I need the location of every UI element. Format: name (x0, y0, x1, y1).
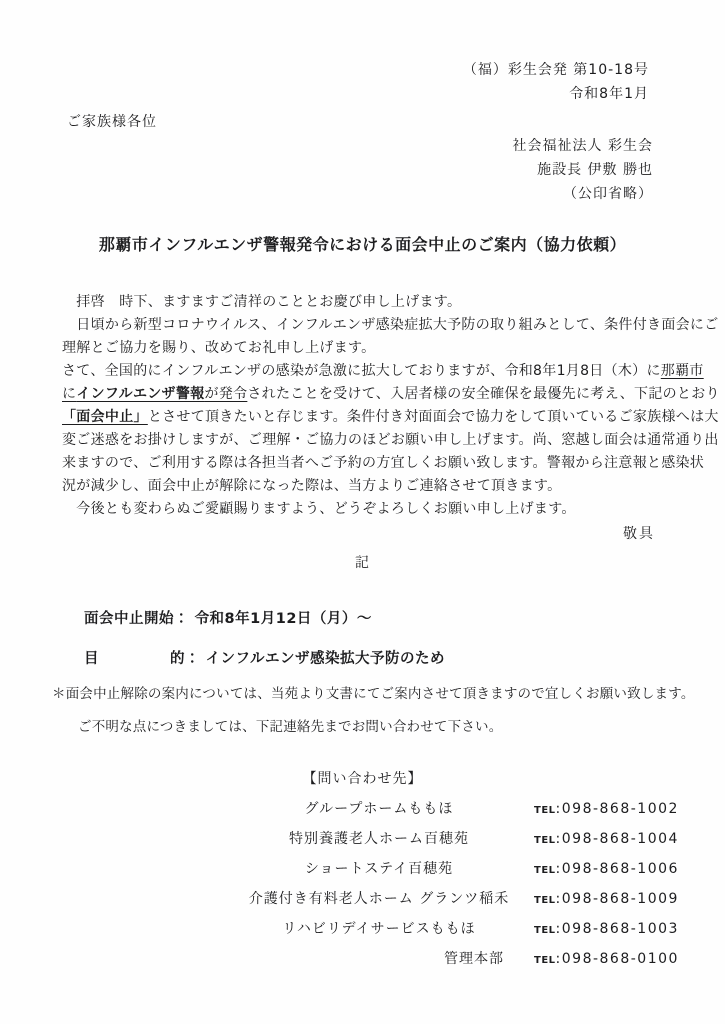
sender-organization: 社会福祉法人 彩生会 (512, 138, 653, 154)
tel-number: :098-868-1002 (555, 801, 679, 817)
contact-row (228, 828, 725, 858)
body-line (62, 337, 663, 360)
tel-number: :098-868-1006 (555, 861, 679, 877)
body-text-segment: 拝啓 時下、ますますご清祥のこととお慶び申し上げます。 (62, 294, 462, 310)
sender-block (0, 134, 725, 206)
contact-facility-name: リハビリデイサービスももほ (282, 921, 476, 937)
contact-facility-name: 管理本部 (444, 951, 504, 967)
seal-omitted-note: （公印省略） (563, 186, 653, 202)
contact-row (228, 888, 725, 918)
contacts-list (0, 798, 725, 978)
tel-label: TEL (534, 895, 556, 906)
contact-facility-name: グループホームももほ (304, 801, 454, 817)
contact-facility-name: 特別養護老人ホーム百穂苑 (289, 831, 469, 847)
body-text-segment: インフルエンザ警報 (76, 386, 205, 402)
contact-phone (534, 801, 679, 817)
body-line (62, 429, 719, 452)
contact-row (228, 798, 725, 828)
document-date: 令和8年1月 (569, 86, 649, 102)
tel-label: TEL (534, 955, 556, 966)
contact-facility-name: ショートステイ百穂苑 (304, 861, 454, 877)
notes-block (0, 683, 725, 738)
document-number: （福）彩生会発 第10-18号 (462, 62, 649, 78)
visit-suspension-start-value: 令和8年1月12日（月）～ (194, 611, 372, 627)
contact-row (228, 948, 725, 978)
body-text-segment: に (62, 386, 77, 402)
document-header (0, 58, 725, 106)
sender-person: 施設長 伊敷 勝也 (537, 162, 653, 178)
body-line (62, 475, 663, 498)
tel-number: :098-868-1009 (555, 891, 679, 907)
body-line (62, 406, 719, 429)
body-text-segment: 今後とも変わらぬご愛顧賜りますよう、どうぞよろしくお願い申し上げます。 (62, 501, 576, 517)
note-suspension-release: ＊面会中止解除の案内については、当苑より文書にてご案内させて頂きますので宜しくお願い致します。 (52, 686, 695, 702)
body-line (62, 360, 704, 383)
tel-number: :098-868-1004 (555, 831, 679, 847)
recipient: ご家族様各位 (67, 114, 157, 130)
body-text-segment: 那覇市 (660, 363, 704, 379)
body-text-segment: が発令 (204, 386, 248, 402)
purpose-value: インフルエンザ感染拡大予防のため (205, 651, 445, 667)
letter-body (62, 291, 720, 521)
body-line (62, 452, 705, 475)
body-line (62, 314, 719, 337)
body-text-segment: さて、全国的にインフルエンザの感染が急激に拡大しておりますが、令和8年1月8日（木）に (62, 363, 661, 379)
contact-row (228, 858, 725, 888)
tel-label: TEL (534, 805, 556, 816)
contact-phone (534, 831, 679, 847)
record-section (84, 607, 725, 671)
tel-label: TEL (534, 835, 556, 846)
note-inquiries: ご不明な点につきましては、下記連絡先までお問い合わせて下さい。 (78, 719, 503, 735)
purpose-label-left: 目 (84, 651, 99, 667)
contact-phone (534, 891, 679, 907)
contact-row (228, 918, 725, 948)
record-marker-ki: 記 (355, 555, 370, 571)
contact-phone (534, 861, 679, 877)
page-title: 那覇市インフルエンザ警報発令における面会中止のご案内（協力依頼） (98, 235, 627, 254)
tel-label: TEL (534, 865, 556, 876)
body-text-segment: 来ますので、ご利用する際は各担当者へご予約の方宜しくお願い致します。警報から注意報と感染状 (62, 455, 705, 471)
purpose-line (84, 647, 725, 671)
body-text-segment: 変ご迷惑をお掛けしますが、ご理解・ご協力のほどお願い申し上げます。尚、窓越し面会は通常通り出 (62, 432, 719, 448)
body-line (62, 291, 663, 314)
contacts-header: 【問い合わせ先】 (302, 771, 423, 787)
visit-suspension-start-label: 面会中止開始： (84, 611, 189, 627)
body-line (62, 383, 720, 406)
tel-number: :098-868-0100 (555, 951, 679, 967)
contact-phone (534, 921, 679, 937)
tel-label: TEL (534, 925, 556, 936)
body-text-segment: 況が減少し、面会中止が解除になった際は、当方よりご連絡させて頂きます。 (62, 478, 562, 494)
body-text-segment: されたことを受けて、入居者様の安全確保を最優先に考え、下記のとおり (247, 386, 720, 402)
body-text-segment: とさせて頂きたいと存じます。条件付き対面面会で協力をして頂いているご家族様へは大 (147, 409, 719, 425)
closing-keigu: 敬具 (623, 526, 655, 542)
visit-suspension-start-line (84, 607, 725, 631)
purpose-label-right: 的： (170, 651, 200, 667)
contact-phone (534, 951, 679, 967)
body-text-segment: 「面会中止」 (62, 409, 148, 425)
body-text-segment: 日頃から新型コロナウイルス、インフルエンザ感染症拡大予防の取り組みとして、条件付き面会にご (62, 317, 719, 333)
body-text-segment: 理解とご協力を賜り、改めてお礼申し上げます。 (62, 340, 376, 356)
body-line (62, 498, 663, 521)
contact-facility-name: 介護付き有料老人ホーム グランツ稲禾 (248, 891, 510, 907)
tel-number: :098-868-1003 (555, 921, 679, 937)
